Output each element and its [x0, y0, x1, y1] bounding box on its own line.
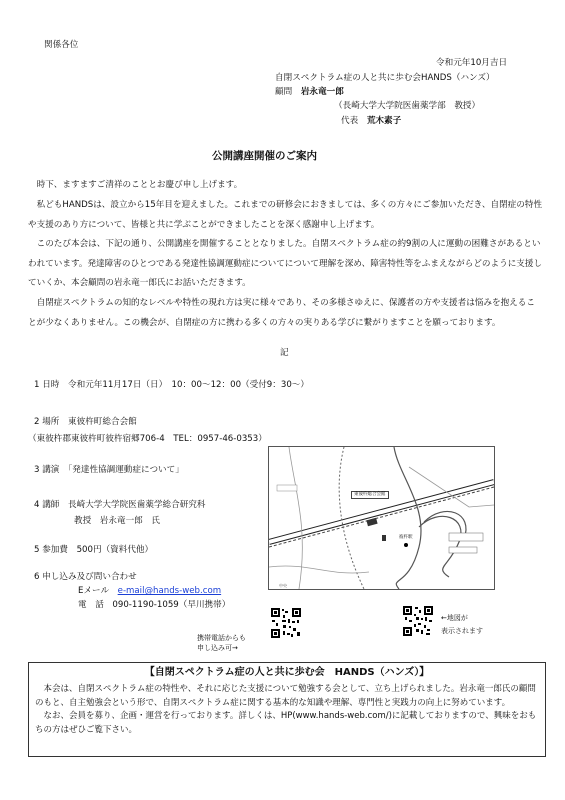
- venue-label: 2 場所: [34, 417, 60, 427]
- item-venue: [34, 417, 137, 428]
- qr-map-note-1: ←地図が: [441, 614, 468, 622]
- qr-map-note-2: 表示されます: [441, 627, 483, 635]
- item-datetime: [34, 380, 309, 391]
- organization-name: 自閉スペクトラム症の人と共に歩む会HANDS（ハンズ）: [275, 73, 495, 83]
- lecturer-name: 教授 岩永竜一郎 氏: [74, 516, 160, 526]
- venue-value: 東彼杵町総合会館: [68, 417, 137, 427]
- qr-code-icon: [403, 606, 433, 636]
- mobile-apply-qr-code[interactable]: [271, 608, 301, 638]
- map-venue-label: 東彼杵総合会館: [351, 491, 389, 499]
- qr-mobile-note-2: 申し込み可→: [197, 644, 238, 652]
- organization-info-box: [28, 662, 546, 757]
- lecturer-label: 4 講師: [34, 500, 60, 510]
- advisor-affiliation: （長崎大学大学院医歯薬学部 教授）: [334, 101, 481, 111]
- advisor-name: 岩永竜一郎: [300, 87, 344, 97]
- issue-date: 令和元年10月吉日: [436, 58, 508, 68]
- lecture-value: 「発達性協調運動症について」: [68, 465, 184, 475]
- footer-text-1: 本会は、自閉スペクトラム症の特性や、それに応じた支援について勉強する会として、立ち上げられました。岩永竜一郎氏の顧問のもと、自主勉強会という形で、自閉スペクトラム症に関する基本的な知識や理解、専門性と実践力の向上に努めています。: [35, 684, 536, 708]
- fee-label: 5 参加費: [34, 545, 68, 555]
- map-drawing: [269, 447, 494, 589]
- advisor-line: [275, 87, 344, 98]
- datetime-label: 1 日時: [34, 380, 60, 390]
- footer-body: [35, 683, 541, 737]
- body-paragraph-1: 時下、ますますご清祥のこととお慶び申し上げます。: [36, 180, 243, 190]
- body-paragraph-2: 私どもHANDSは、設立から15年目を迎えました。これまでの研修会におきましては、多くの方々にご参加いただき、自閉症の特性や支援のあり方について、皆様と共に学ぶことができましたことを深く感謝申し上げます。: [28, 200, 543, 230]
- email-label: Eメール: [78, 586, 110, 596]
- phone-label: 電 話: [78, 600, 104, 610]
- body-paragraph-3: このたび本会は、下記の通り、公開講座を開催することとなりました。自閉スペクトラム症の約9割の人に運動の困難さがあるといわれています。発達障害のひとつである発達性協調運動症についてについて理解を深め、障害特性等をふまえながらどのように支援していくか、本会顧問の岩永竜一郎氏にお話いただきます。: [28, 239, 543, 289]
- rep-role: 代表: [341, 116, 359, 126]
- rep-name: 荒木素子: [366, 116, 402, 126]
- item-lecturer: [34, 500, 206, 511]
- representative-line: [341, 116, 401, 127]
- email-link[interactable]: e-mail@hands-web.com: [117, 586, 222, 596]
- page-title: 公開講座開催のご案内: [212, 150, 317, 162]
- ki-heading: 記: [280, 348, 289, 358]
- venue-map: [268, 446, 495, 590]
- advisor-role: 顧問: [275, 87, 293, 97]
- fee-value: 500円（資料代他）: [76, 545, 154, 555]
- lecture-label: 3 講演: [34, 465, 60, 475]
- phone-line: [78, 600, 230, 611]
- phone-number: 090-1190-1059（早川携帯）: [112, 600, 231, 610]
- datetime-value: 令和元年11月17日（日） 10：00～12：00（受付9：30～）: [68, 380, 309, 390]
- email-line: [78, 586, 221, 597]
- footer-title: 【自閉スペクトラム症の人と共に歩む会 HANDS（ハンズ）】: [144, 667, 430, 678]
- footer-text-2: なお、会員を募り、企画・運営を行っております。詳しくは、HP(www.hands-web.com/)に記載しておりますので、興味をおもちの方はぜひご覧下さい。: [35, 711, 537, 735]
- venue-address: （東彼杵郡東彼杵町彼杵宿郷706-4 TEL：0957-46-0353）: [28, 434, 267, 444]
- recipients: 関係各位: [44, 40, 79, 50]
- svg-text:中央: 中央: [279, 583, 287, 588]
- qr-mobile-note-1: 携帯電話からも: [197, 634, 246, 642]
- body-paragraph-4: 自閉症スペクトラムの知的なレベルや特性の現れ方は実に様々であり、その多様さゆえに、保護者の方や支援者は悩みを抱えることが少なくありません。この機会が、自閉症の方に携わる多くの方々の実りある学びに繋がりますことを願っております。: [28, 298, 535, 328]
- item-apply: 6 申し込み及び問い合わせ: [34, 572, 137, 582]
- map-station-label: 彼杵駅: [399, 535, 413, 540]
- qr-code-icon: [271, 608, 301, 638]
- lecturer-affiliation: 長崎大学大学院医歯薬学総合研究科: [68, 500, 206, 510]
- item-lecture: [34, 465, 184, 476]
- map-qr-code[interactable]: [403, 606, 433, 636]
- item-fee: [34, 545, 153, 556]
